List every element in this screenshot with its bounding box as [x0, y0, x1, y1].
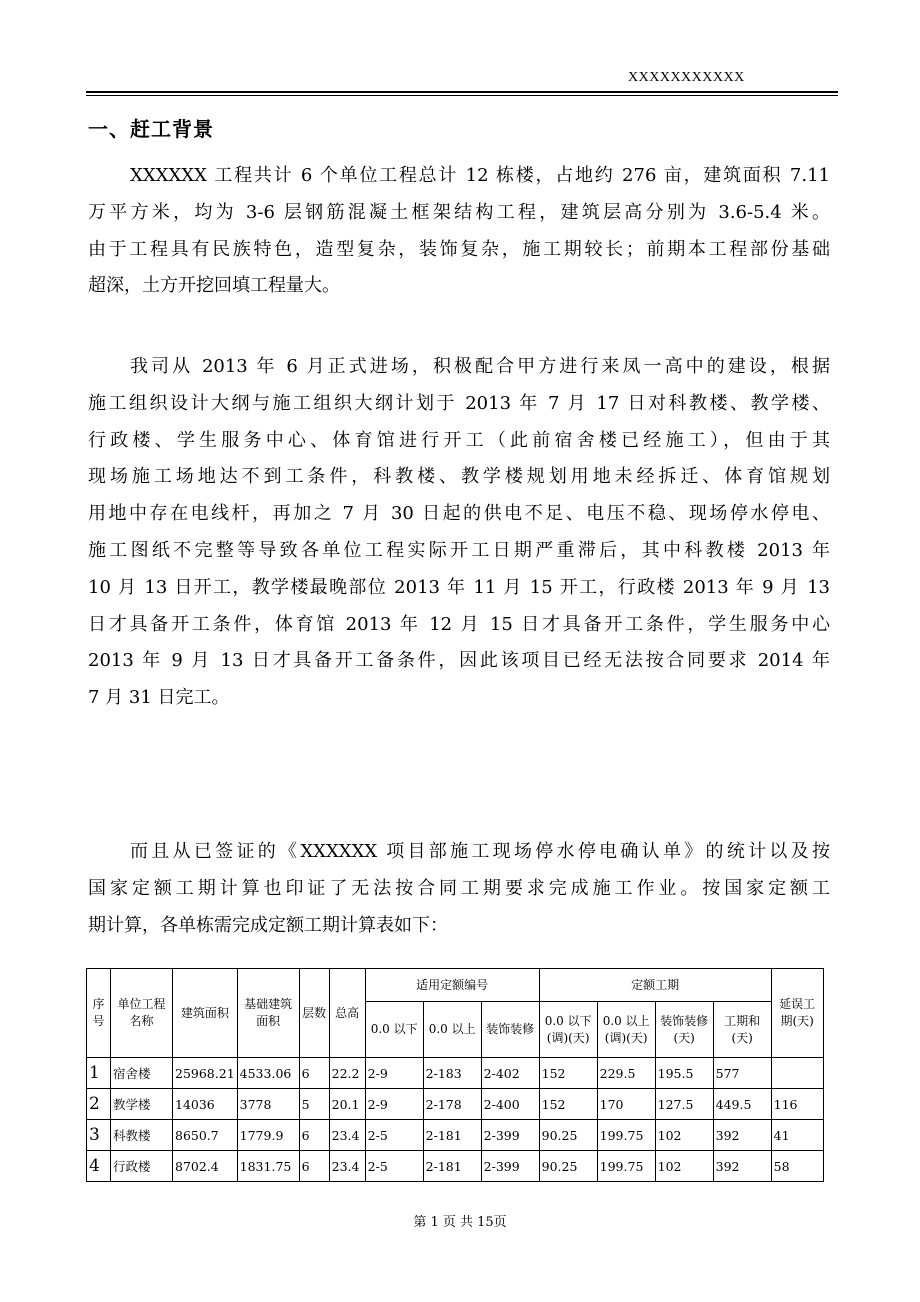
header-floors: 层数	[299, 969, 329, 1058]
cell-delay: 41	[771, 1120, 823, 1151]
paragraph-line: 超深，土方开挖回填工程量大。	[88, 275, 340, 297]
quota-period-table	[86, 968, 824, 1182]
cell-below-days: 90.25	[539, 1151, 597, 1182]
header-above: 0.0 以上	[423, 1002, 481, 1058]
paragraph-1	[88, 158, 830, 305]
cell-unit: 科教楼	[111, 1120, 173, 1151]
cell-sum-days: 449.5	[713, 1089, 771, 1120]
paragraph-line: 施工图纸不完整等导致各单位工程实际开工日期严重滞后，其中科教楼 2013 年	[88, 539, 830, 561]
cell-seq: 4	[87, 1151, 111, 1182]
cell-height: 23.4	[329, 1151, 365, 1182]
paragraph-line: 期计算，各单栋需完成定额工期计算表如下：	[88, 914, 448, 936]
cell-below: 2-9	[365, 1058, 423, 1089]
cell-height: 23.4	[329, 1120, 365, 1151]
cell-below: 2-5	[365, 1151, 423, 1182]
header-quota-code-group: 适用定额编号	[365, 969, 539, 1002]
cell-floors: 6	[299, 1058, 329, 1089]
header-area: 建筑面积	[173, 969, 238, 1058]
cell-sum-days: 577	[713, 1058, 771, 1089]
header-unit: 单位工程名称	[111, 969, 173, 1058]
cell-below-days: 90.25	[539, 1120, 597, 1151]
cell-base-area: 4533.06	[237, 1058, 299, 1089]
cell-decor-days: 102	[655, 1120, 713, 1151]
cell-above: 2-181	[423, 1120, 481, 1151]
cell-above-days: 229.5	[597, 1058, 655, 1089]
header-below-days: 0.0 以下(调)(天)	[539, 1002, 597, 1058]
paragraph-line: 10 月 13 日开工，教学楼最晚部位 2013 年 11 月 15 开工，行政楼 2013 年 9 月 13	[88, 576, 830, 598]
cell-height: 22.2	[329, 1058, 365, 1089]
paragraph-line: 施工组织设计大纲与施工组织大纲计划于 2013 年 7 月 17 日对科教楼、教学楼、	[88, 392, 830, 414]
paragraph-2	[88, 349, 830, 717]
table-row	[87, 1151, 824, 1182]
table-row	[87, 1058, 824, 1089]
cell-floors: 5	[299, 1089, 329, 1120]
paragraph-line: 由于工程具有民族特色，造型复杂，装饰复杂，施工期较长；前期本工程部份基础	[88, 238, 830, 260]
paragraph-line: 万平方米，均为 3-6 层钢筋混凝土框架结构工程，建筑层高分别为 3.6-5.4 米。	[88, 201, 830, 223]
cell-decor: 2-399	[481, 1120, 539, 1151]
header-seq: 序号	[87, 969, 111, 1058]
cell-base-area: 1779.9	[237, 1120, 299, 1151]
paragraph-line: 7 月 31 日完工。	[88, 687, 230, 709]
cell-delay: 58	[771, 1151, 823, 1182]
cell-decor-days: 195.5	[655, 1058, 713, 1089]
cell-unit: 行政楼	[111, 1151, 173, 1182]
cell-above-days: 199.75	[597, 1151, 655, 1182]
paragraph-line: 而且从已签证的《XXXXXX 项目部施工现场停水停电确认单》的统计以及按	[130, 841, 830, 862]
cell-decor-days: 127.5	[655, 1089, 713, 1120]
cell-unit: 教学楼	[111, 1089, 173, 1120]
cell-above-days: 199.75	[597, 1120, 655, 1151]
paragraph-line: 国家定额工期计算也印证了无法按合同工期要求完成施工作业。按国家定额工	[88, 877, 830, 899]
header-height: 总高	[329, 969, 365, 1058]
cell-decor: 2-399	[481, 1151, 539, 1182]
header-code: XXXXXXXXXXX	[628, 70, 745, 85]
cell-sum-days: 392	[713, 1120, 771, 1151]
table-row	[87, 1089, 824, 1120]
cell-delay: 116	[771, 1089, 823, 1120]
header-above-days: 0.0 以上(调)(天)	[597, 1002, 655, 1058]
cell-above: 2-178	[423, 1089, 481, 1120]
cell-decor: 2-400	[481, 1089, 539, 1120]
header-below: 0.0 以下	[365, 1002, 423, 1058]
header-base-area: 基础建筑面积	[237, 969, 299, 1058]
cell-below: 2-5	[365, 1120, 423, 1151]
header-rule-thin	[86, 95, 838, 96]
paragraph-line: 用地中存在电线杆，再加之 7 月 30 日起的供电不足、电压不稳、现场停水停电、	[88, 503, 830, 525]
cell-area: 25968.21	[173, 1058, 238, 1089]
cell-seq: 2	[87, 1089, 111, 1120]
paragraph-line: 日才具备开工条件，体育馆 2013 年 12 月 15 日才具备开工条件，学生服务中心	[88, 613, 830, 635]
header-rule	[86, 91, 838, 93]
paragraph-line: 行政楼、学生服务中心、体育馆进行开工（此前宿舍楼已经施工），但由于其	[88, 429, 830, 451]
page-footer: 第 1 页 共 15页	[413, 1215, 507, 1230]
cell-height: 20.1	[329, 1089, 365, 1120]
paragraph-line: 我司从 2013 年 6 月正式进场，积极配合甲方进行来凤一高中的建设，根据	[130, 356, 830, 377]
cell-base-area: 1831.75	[237, 1151, 299, 1182]
cell-seq: 1	[87, 1058, 111, 1089]
cell-seq: 3	[87, 1120, 111, 1151]
header-sum-days: 工期和(天)	[713, 1002, 771, 1058]
cell-area: 8650.7	[173, 1120, 238, 1151]
cell-below-days: 152	[539, 1058, 597, 1089]
cell-delay	[771, 1058, 823, 1089]
table-row	[87, 1120, 824, 1151]
paragraph-line: 现场施工场地达不到工条件，科教楼、教学楼规划用地未经拆迁、体育馆规划	[88, 466, 830, 488]
section-title: 一、赶工背景	[88, 117, 214, 141]
cell-unit: 宿舍楼	[111, 1058, 173, 1089]
cell-above: 2-181	[423, 1151, 481, 1182]
cell-below-days: 152	[539, 1089, 597, 1120]
header-decor: 装饰装修	[481, 1002, 539, 1058]
cell-decor-days: 102	[655, 1151, 713, 1182]
cell-base-area: 3778	[237, 1089, 299, 1120]
cell-area: 14036	[173, 1089, 238, 1120]
cell-below: 2-9	[365, 1089, 423, 1120]
paragraph-line: XXXXXX 工程共计 6 个单位工程总计 12 栋楼，占地约 276 亩，建筑面积 7.11	[130, 165, 830, 186]
cell-area: 8702.4	[173, 1151, 238, 1182]
cell-above: 2-183	[423, 1058, 481, 1089]
cell-decor: 2-402	[481, 1058, 539, 1089]
header-delay: 延误工期(天)	[771, 969, 823, 1058]
paragraph-3	[88, 834, 830, 944]
header-decor-days: 装饰装修(天)	[655, 1002, 713, 1058]
header-quota-period-group: 定额工期	[539, 969, 771, 1002]
cell-sum-days: 392	[713, 1151, 771, 1182]
cell-floors: 6	[299, 1151, 329, 1182]
cell-floors: 6	[299, 1120, 329, 1151]
paragraph-line: 2013 年 9 月 13 日才具备开工备条件，因此该项目已经无法按合同要求 2014 年	[88, 650, 830, 672]
cell-above-days: 170	[597, 1089, 655, 1120]
